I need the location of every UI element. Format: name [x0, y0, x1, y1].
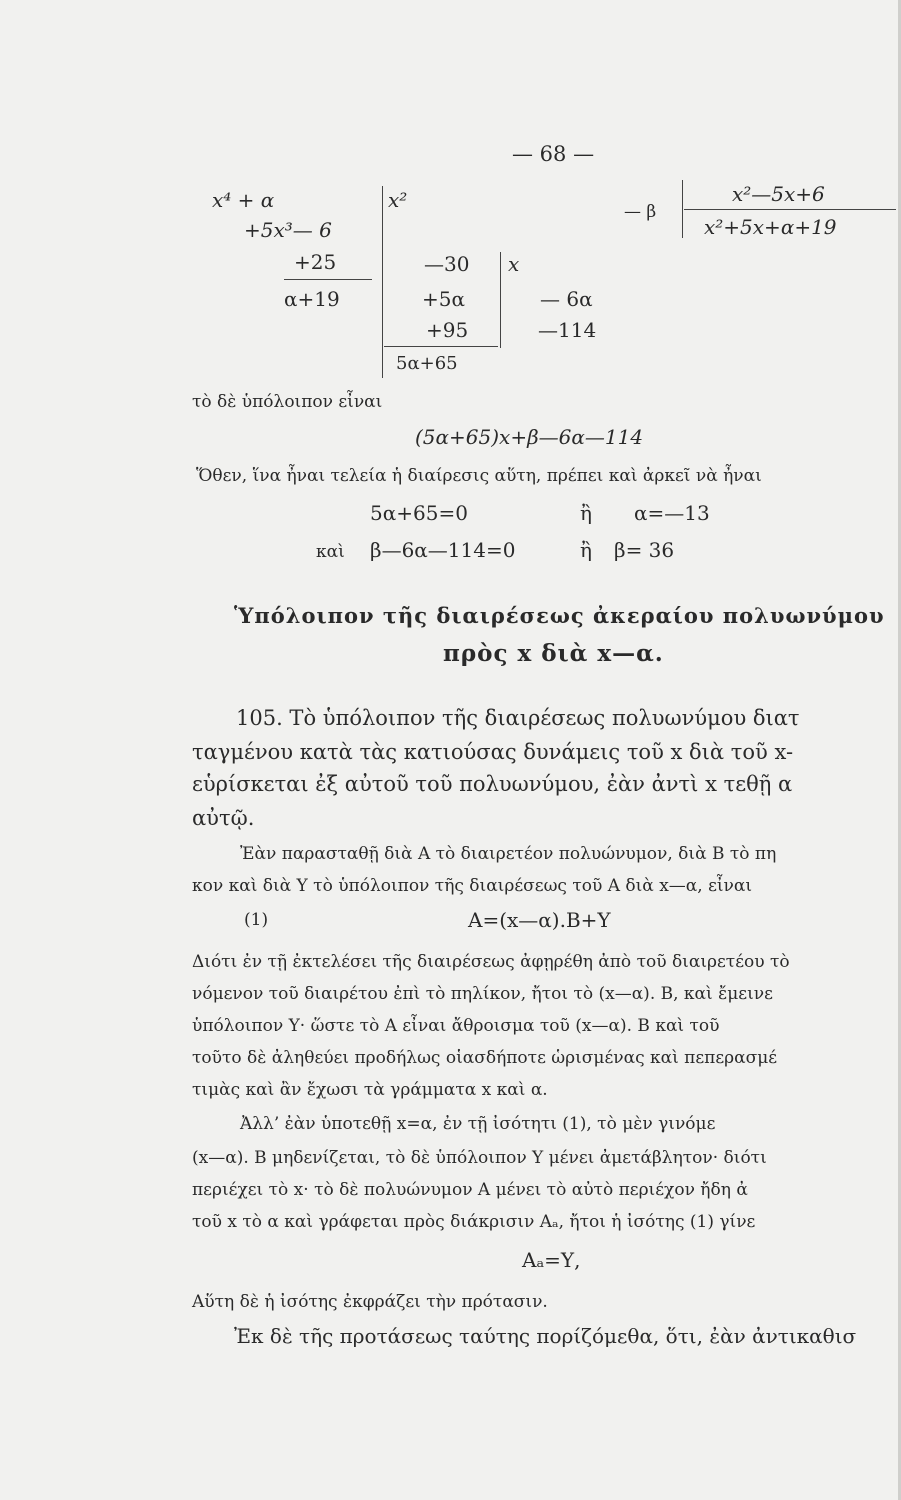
para-all-line4: τοῦ x τὸ α καὶ γράφεται πρὸς διάκρισιν Αₐ, ἤτοι ἡ ἰσότης (1) γίνε: [192, 1212, 756, 1232]
para-105-line4: αὐτῷ.: [192, 806, 255, 830]
equation-number: (1): [244, 910, 269, 930]
line-aute: Αὕτη δὲ ἡ ἰσότης ἐκφράζει τὴν πρότασιν.: [192, 1292, 548, 1312]
quotient: x²+5x+α+19: [704, 215, 837, 239]
division-col3-line2: —114: [538, 318, 597, 342]
condition-line: Ὅθεν, ἵνα ἦναι τελεία ἡ διαίρεσις αὕτη, πρέπει καὶ ἀρκεῖ νὰ ἦναι: [196, 466, 762, 486]
section-heading-line1: Ὑπόλοιπον τῆς διαιρέσεως ἀκεραίου πολυωνύμου: [234, 603, 885, 628]
equation-2-or: ἢ: [580, 538, 592, 562]
division-col1-line2: +5x³— 6: [244, 218, 332, 242]
division-rule-1: [284, 279, 372, 280]
para-dioti-line4: τοῦτο δὲ ἀληθεύει προδήλως οἱασδήποτε ὡρισμένας καὶ πεπερασμέ: [192, 1048, 778, 1068]
division-col3-top: x: [508, 252, 520, 276]
remainder-expression: (5α+65)x+β—6α—114: [415, 425, 644, 449]
page-number: — 68 —: [512, 142, 595, 166]
division-col2-line4: 5α+65: [396, 353, 458, 374]
section-heading-line2: πρὸς x διὰ x—α.: [443, 640, 664, 667]
division-divider-3: [682, 180, 683, 238]
para-all-line1: Ἀλλ’ ἐὰν ὑποτεθῇ x=α, ἐν τῇ ἰσότητι (1), τὸ μὲν γινόμε: [240, 1114, 716, 1134]
line-ek: Ἐκ δὲ τῆς προτάσεως ταύτης πορίζόμεθα, ὅτι, ἐὰν ἀντικαθισ: [234, 1324, 857, 1348]
division-col1-line4: α+19: [284, 287, 340, 311]
division-rule-2: [384, 346, 498, 347]
para-dioti-line3: ὑπόλοιπον Υ· ὥστε τὸ Α εἶναι ἄθροισμα τοῦ (x—α). Β καὶ τοῦ: [192, 1016, 720, 1036]
division-col2-top: x²: [388, 188, 408, 212]
para-dioti-line1: Διότι ἐν τῇ ἐκτελέσει τῆς διαιρέσεως ἀφῃρέθη ἀπὸ τοῦ διαιρετέου τὸ: [192, 952, 790, 972]
division-col2-line3: +95: [426, 318, 469, 342]
para-ean-line2: κον καὶ διὰ Υ τὸ ὑπόλοιπον τῆς διαιρέσεως τοῦ Α διὰ x—α, εἶναι: [192, 876, 753, 896]
para-all-line2: (x—α). Β μηδενίζεται, τὸ δὲ ὑπόλοιπον Υ μένει ἀμετάβλητον· διότι: [192, 1148, 767, 1168]
para-dioti-line2: νόμενον τοῦ διαιρέτου ἐπὶ τὸ πηλίκον, ἤτοι τὸ (x—α). Β, καὶ ἔμεινε: [192, 984, 773, 1004]
division-col1-line3: +25: [294, 250, 337, 274]
division-beta-label: — β: [624, 202, 657, 222]
division-col3-line1: — 6α: [540, 287, 593, 311]
para-105-line1: 105. Τὸ ὑπόλοιπον τῆς διαιρέσεως πολυωνύμου διατ: [236, 706, 800, 730]
equation-a: Αₐ=Υ,: [522, 1248, 581, 1272]
division-col2-line1: —30: [424, 252, 470, 276]
para-105-line3: εὑρίσκεται ἐξ αὐτοῦ τοῦ πολυωνύμου, ἐὰν ἀντὶ x τεθῇ α: [192, 772, 793, 796]
main-equation: Α=(x—α).Β+Υ: [468, 908, 611, 932]
equation-2-kai: καὶ: [316, 542, 345, 562]
para-105-line2: ταγμένου κατὰ τὰς κατιούσας δυνάμεις τοῦ x διὰ τοῦ x-: [192, 740, 794, 764]
divisor: x²—5x+6: [732, 182, 825, 206]
remainder-intro: τὸ δὲ ὑπόλοιπον εἶναι: [192, 392, 383, 412]
equation-1-left: 5α+65=0: [370, 501, 468, 525]
para-all-line3: περιέχει τὸ x· τὸ δὲ πολυώνυμον Α μένει τὸ αὐτὸ περιέχον ἤδη ἀ: [192, 1180, 748, 1200]
division-rule-3: [684, 209, 896, 210]
equation-1-or: ἢ: [580, 501, 592, 525]
division-divider-2: [500, 252, 501, 348]
para-dioti-line5: τιμὰς καὶ ἂν ἔχωσι τὰ γράμματα x καὶ α.: [192, 1080, 548, 1100]
equation-1-right: α=—13: [634, 501, 710, 525]
division-divider-1: [382, 186, 383, 378]
division-col1-line1: x⁴ + α: [212, 188, 275, 212]
equation-2-left: β—6α—114=0: [370, 538, 516, 562]
para-ean-line1: Ἐὰν παρασταθῇ διὰ Α τὸ διαιρετέον πολυώνυμον, διὰ Β τὸ πη: [240, 844, 777, 864]
equation-2-right: β= 36: [614, 538, 675, 562]
division-col2-line2: +5α: [422, 287, 465, 311]
